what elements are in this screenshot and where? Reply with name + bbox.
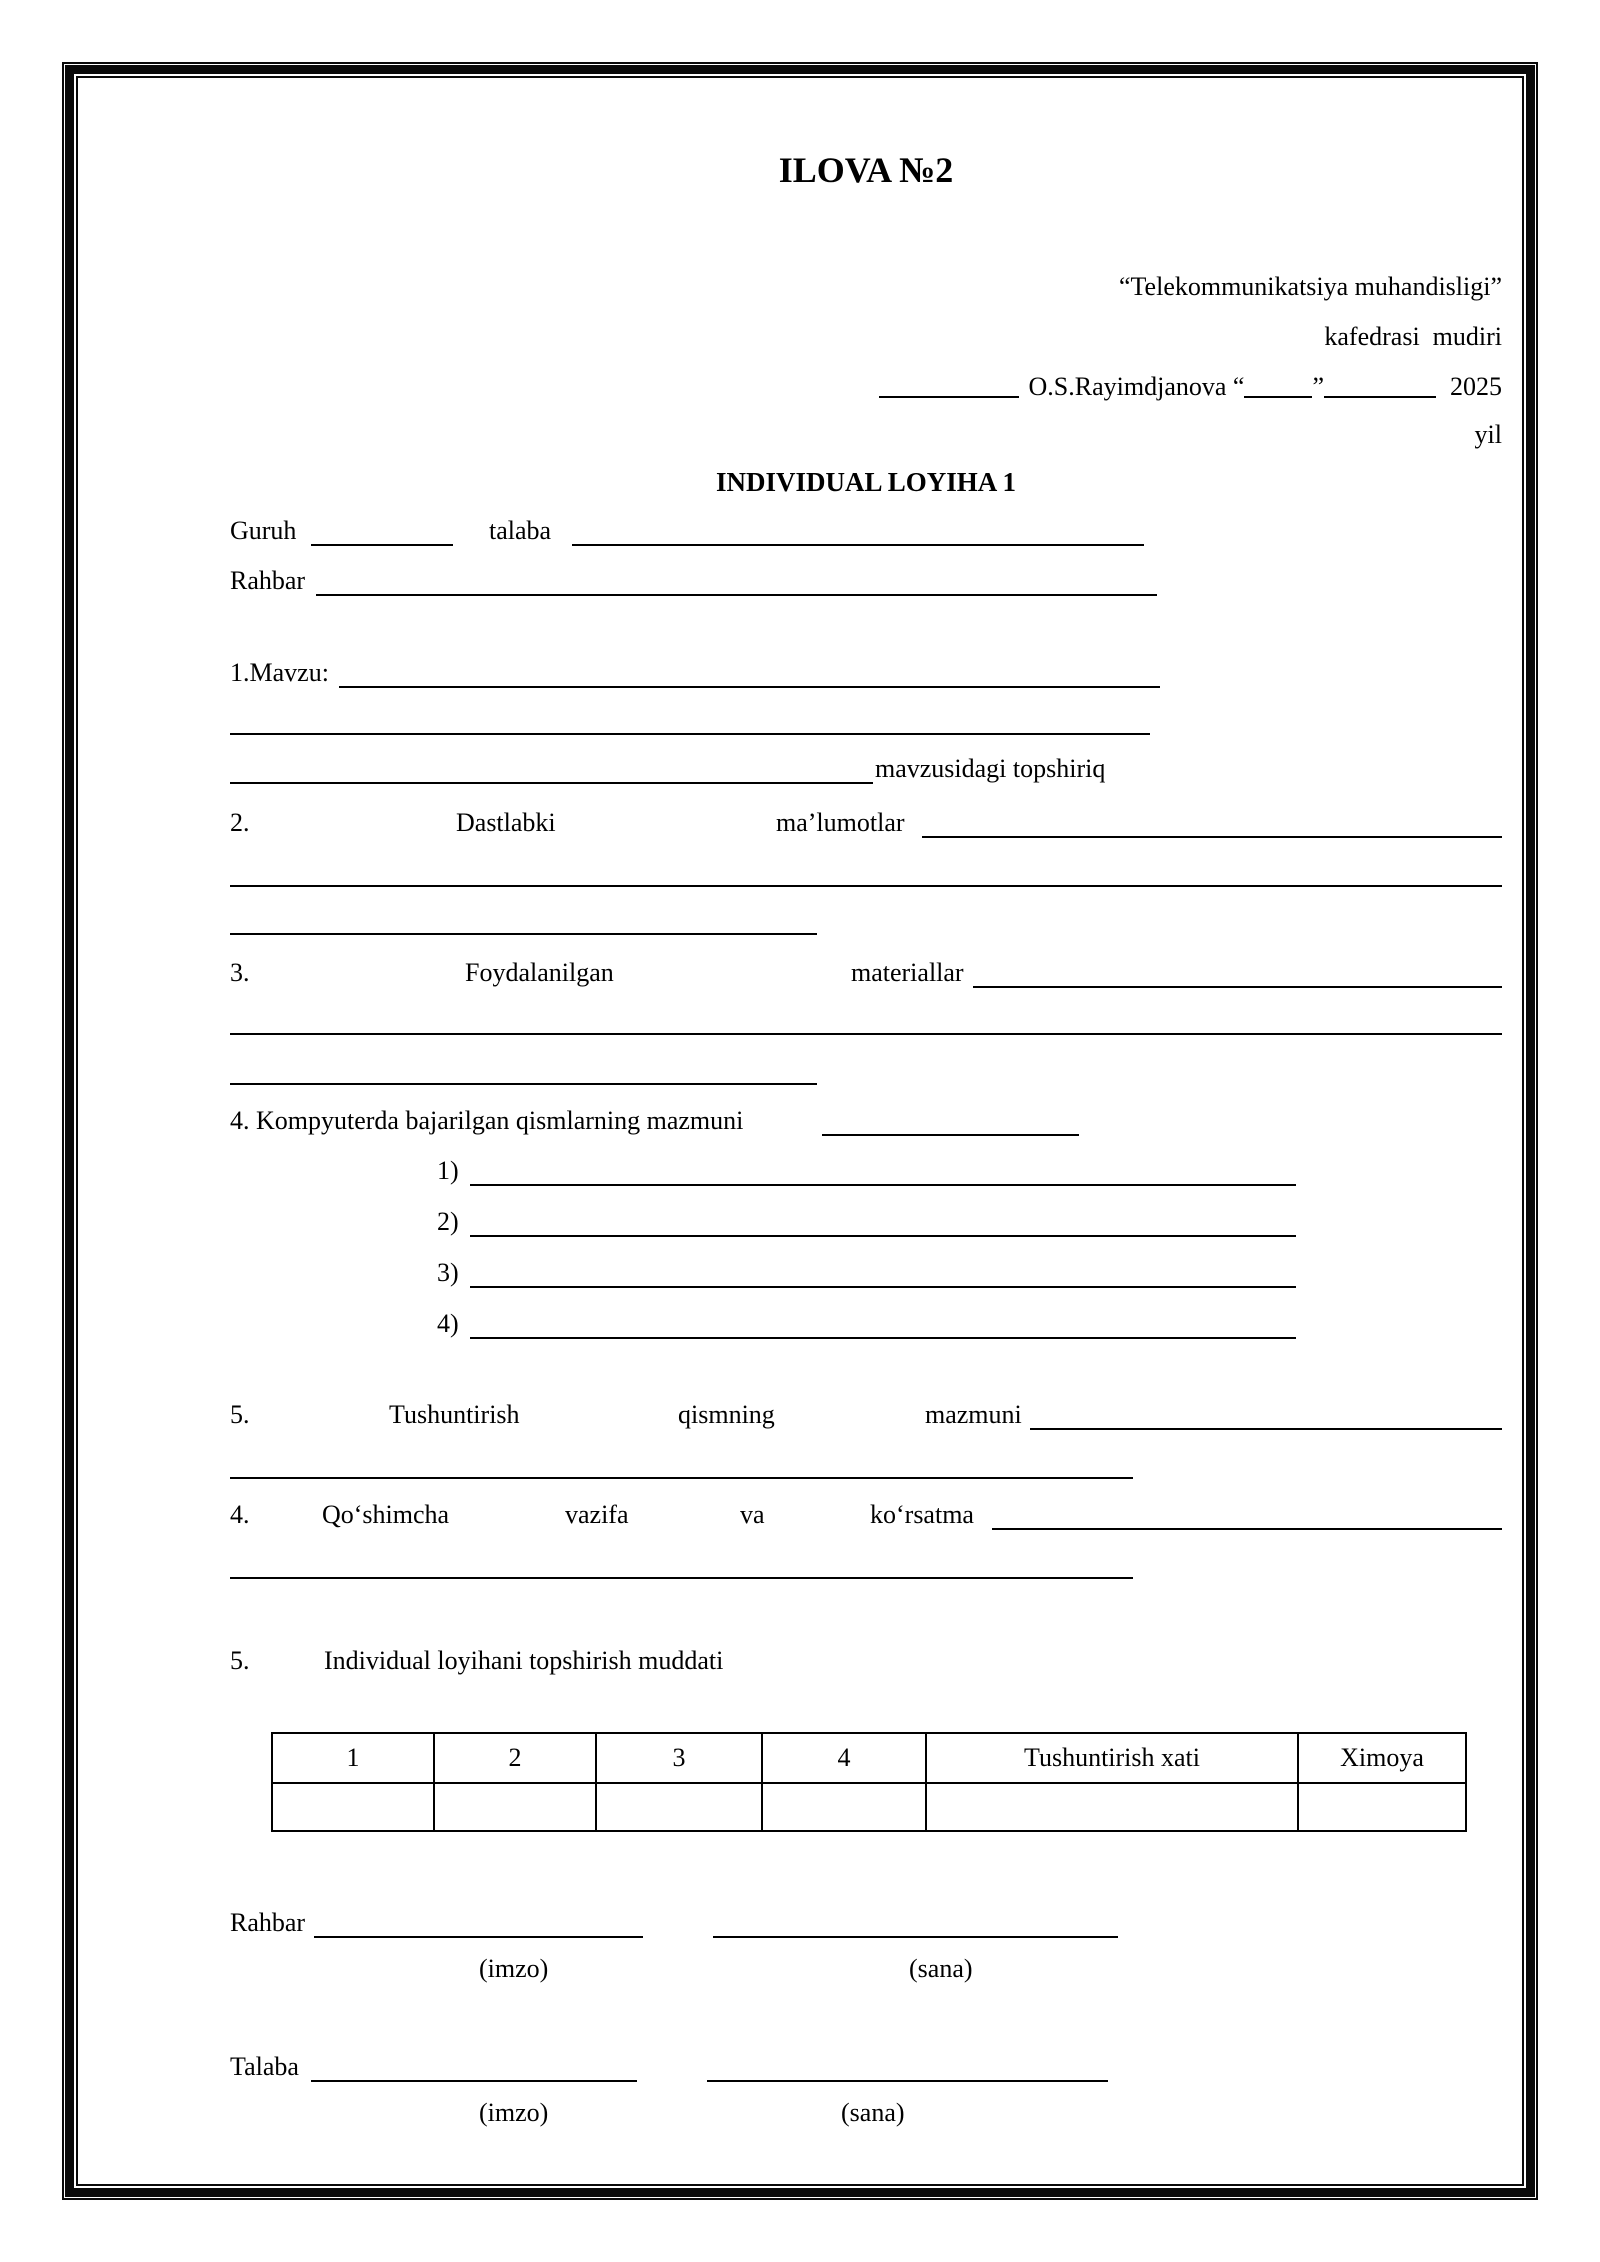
topic-label: 1.Mavzu:: [230, 658, 329, 687]
section-3-number: 3.: [230, 958, 250, 987]
section-6-row: [230, 1500, 1502, 1534]
schedule-cell-3: [596, 1783, 762, 1831]
schedule-table: [271, 1732, 1467, 1832]
student-date-blank: [707, 2080, 1108, 2082]
supervisor-name-blank: [316, 594, 1157, 596]
section-5-number: 5.: [230, 1400, 250, 1429]
topic-tail-row: [230, 754, 1502, 788]
section-6-number: 4.: [230, 1500, 250, 1529]
list-item-1-blank: [470, 1184, 1296, 1186]
list-item-2-number: 2): [437, 1207, 459, 1236]
list-item-3: [230, 1258, 1502, 1292]
list-item-4-blank: [470, 1337, 1296, 1339]
form-subtitle: INDIVIDUAL LOYIHA 1: [715, 467, 1017, 497]
topic-blank-3: [230, 782, 873, 784]
section-3-word-2: materiallar: [851, 958, 964, 987]
topic-blank-2: [230, 733, 1150, 735]
schedule-header-1: 1: [272, 1733, 434, 1783]
list-item-1: [230, 1156, 1502, 1190]
group-label: Guruh: [230, 516, 297, 545]
section-2-blank-3: [230, 933, 817, 935]
schedule-header-defense: Ximoya: [1298, 1733, 1466, 1783]
schedule-header-2: 2: [434, 1733, 596, 1783]
section-topic-row: [230, 658, 1502, 692]
section-3-row: [230, 958, 1502, 992]
org-name-line: “Telekommunikatsiya muhandisligi”: [1118, 272, 1502, 301]
supervisor-imzo-caption: (imzo): [479, 1954, 549, 1983]
date-month-blank: [1324, 393, 1436, 398]
section-5-word-2: qismning: [678, 1400, 775, 1429]
section-6-word-4: ko‘rsatma: [870, 1500, 974, 1529]
list-item-2: [230, 1207, 1502, 1241]
student-name-blank: [572, 544, 1144, 546]
section-4-label: 4. Kompyuterda bajarilgan qismlarning mazmuni: [230, 1106, 744, 1135]
supervisor-date-blank: [713, 1936, 1118, 1938]
approval-year: 2025: [1450, 372, 1502, 401]
schedule-cell-defense: [1298, 1783, 1466, 1831]
section-5-word-1: Tushuntirish: [389, 1400, 520, 1429]
approver-name: O.S.Rayimdjanova “: [1028, 372, 1245, 401]
section-2-blank-1: [922, 836, 1502, 838]
date-quote-close: ”: [1312, 372, 1324, 401]
page-title: ILOVA №2: [778, 150, 954, 190]
student-signature-blank: [311, 2080, 637, 2082]
supervisor-label: Rahbar: [230, 566, 306, 595]
section-2-word-1: Dastlabki: [456, 808, 556, 837]
section-6-word-1: Qo‘shimcha: [322, 1500, 450, 1529]
list-item-3-blank: [470, 1286, 1296, 1288]
list-item-4-number: 4): [437, 1309, 459, 1338]
student-signature-label: Talaba: [230, 2052, 299, 2081]
student-signature-row: [230, 2052, 1502, 2086]
section-3-word-1: Foydalanilgan: [465, 958, 614, 987]
section-3-blank-3: [230, 1083, 817, 1085]
schedule-header-4: 4: [762, 1733, 926, 1783]
section-5-word-3: mazmuni: [925, 1400, 1022, 1429]
schedule-cell-1: [272, 1783, 434, 1831]
section-2-word-2: ma’lumotlar: [776, 808, 905, 837]
schedule-cell-4: [762, 1783, 926, 1831]
section-6-word-2: vazifa: [565, 1500, 629, 1529]
date-day-blank: [1244, 393, 1312, 398]
schedule-cell-2: [434, 1783, 596, 1831]
section-5-row: [230, 1400, 1502, 1434]
section-7-number: 5.: [230, 1646, 250, 1675]
supervisor-signature-row: [230, 1908, 1502, 1942]
student-imzo-caption: (imzo): [479, 2098, 549, 2127]
dept-role-line: kafedrasi mudiri: [1324, 322, 1502, 351]
supervisor-signature-label: Rahbar: [230, 1908, 306, 1937]
section-7-row: [230, 1646, 1502, 1680]
year-word-line: yil: [1474, 420, 1502, 449]
schedule-empty-row: [272, 1783, 1466, 1831]
group-blank: [311, 544, 453, 546]
section-7-label: Individual loyihani topshirish muddati: [324, 1646, 724, 1675]
list-item-1-number: 1): [437, 1156, 459, 1185]
section-2-blank-2: [230, 885, 1502, 887]
section-5-blank-2: [230, 1477, 1133, 1479]
section-2-row: [230, 808, 1502, 842]
section-3-blank-1: [973, 986, 1502, 988]
section-5-blank-1: [1030, 1428, 1502, 1430]
section-6-word-3: va: [740, 1500, 765, 1529]
section-3-blank-2: [230, 1033, 1502, 1035]
section-6-blank-1: [992, 1528, 1502, 1530]
section-6-blank-2: [230, 1577, 1133, 1579]
student-sana-caption: (sana): [841, 2098, 905, 2127]
list-item-3-number: 3): [437, 1258, 459, 1287]
schedule-header-3: 3: [596, 1733, 762, 1783]
student-label: talaba: [489, 516, 552, 545]
approval-signature-line: [230, 372, 1502, 402]
list-item-2-blank: [470, 1235, 1296, 1237]
schedule-header-report: Tushuntirish xati: [926, 1733, 1298, 1783]
section-4-blank: [822, 1134, 1079, 1136]
section-2-number: 2.: [230, 808, 250, 837]
topic-tail-text: mavzusidagi topshiriq: [875, 754, 1106, 783]
schedule-header-row: [272, 1733, 1466, 1783]
schedule-cell-report: [926, 1783, 1298, 1831]
approver-signature-blank: [879, 393, 1019, 398]
topic-blank-1: [339, 686, 1160, 688]
student-caption-row: [230, 2098, 1502, 2132]
list-item-4: [230, 1309, 1502, 1343]
supervisor-sana-caption: (sana): [909, 1954, 973, 1983]
supervisor-signature-blank: [314, 1936, 643, 1938]
supervisor-row: [230, 566, 1502, 600]
section-4-row: [230, 1106, 1502, 1140]
group-student-row: [230, 516, 1502, 550]
supervisor-caption-row: [230, 1954, 1502, 1988]
